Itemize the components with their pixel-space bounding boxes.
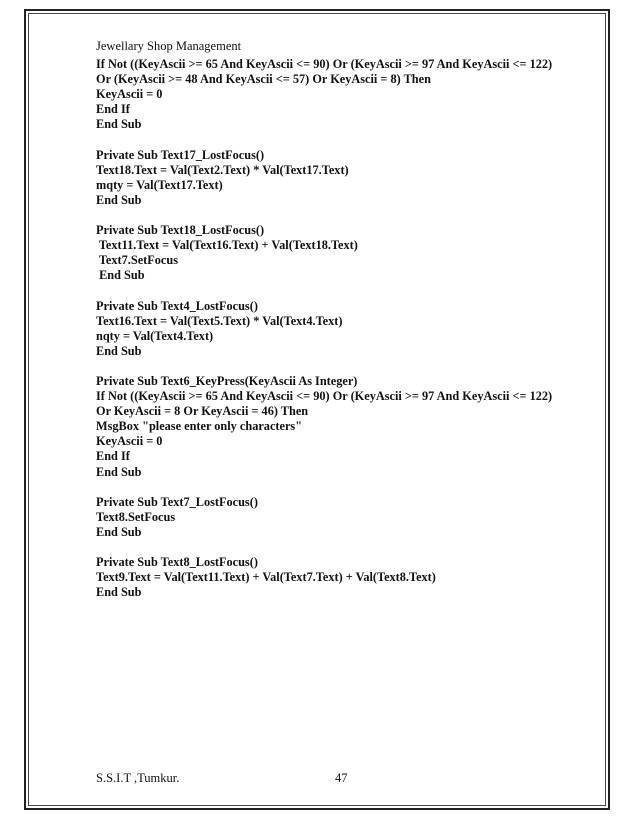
code-line: Private Sub Text8_LostFocus() [96, 555, 258, 570]
code-line: End Sub [96, 192, 142, 207]
code-line: Or (KeyAscii >= 48 And KeyAscii <= 57) Or KeyAscii = 8) Then [96, 72, 431, 87]
code-line [96, 208, 596, 223]
code-line: End Sub [96, 524, 142, 539]
code-line [96, 132, 596, 147]
code-line: Private Sub Text17_LostFocus() [96, 147, 265, 162]
code-line: End Sub [96, 585, 142, 600]
code-line: Private Sub Text7_LostFocus() [96, 494, 258, 509]
code-line: Private Sub Text6_KeyPress(KeyAscii As Integer) [96, 373, 358, 388]
code-line: End Sub [96, 464, 142, 479]
code-line: KeyAscii = 0 [96, 434, 163, 449]
code-line: End Sub [96, 343, 142, 358]
code-line: End Sub [96, 117, 142, 132]
code-line: End If [96, 449, 130, 464]
code-line: If Not ((KeyAscii >= 65 And KeyAscii <= 90) Or (KeyAscii >= 97 And KeyAscii <= 122) [96, 389, 553, 404]
code-line: Text8.SetFocus [96, 509, 176, 524]
code-line: Text9.Text = Val(Text11.Text) + Val(Text7.Text) + Val(Text8.Text) [96, 570, 436, 585]
code-listing [96, 57, 596, 600]
code-line [96, 283, 596, 298]
code-line: KeyAscii = 0 [96, 87, 163, 102]
code-line: End Sub [96, 268, 145, 283]
code-line: End If [96, 102, 130, 117]
code-line: Private Sub Text18_LostFocus() [96, 223, 265, 238]
code-line: mqty = Val(Text17.Text) [96, 177, 223, 192]
code-line: Text18.Text = Val(Text2.Text) * Val(Text17.Text) [96, 162, 349, 177]
code-line [96, 480, 596, 495]
code-line [96, 359, 596, 374]
footer-institution: S.S.I.T ,Tumkur. [96, 771, 180, 785]
code-line: If Not ((KeyAscii >= 65 And KeyAscii <= 90) Or (KeyAscii >= 97 And KeyAscii <= 122) [96, 57, 553, 71]
code-line: MsgBox "please enter only characters" [96, 419, 303, 434]
code-line: Or KeyAscii = 8 Or KeyAscii = 46) Then [96, 404, 309, 419]
page-number: 47 [335, 771, 348, 785]
code-line: Text7.SetFocus [96, 253, 178, 268]
code-line [96, 540, 596, 555]
code-line: Text16.Text = Val(Text5.Text) * Val(Text4.Text) [96, 313, 343, 328]
code-line: nqty = Val(Text4.Text) [96, 328, 214, 343]
code-line: Private Sub Text4_LostFocus() [96, 298, 258, 313]
code-line: Text11.Text = Val(Text16.Text) + Val(Text18.Text) [96, 238, 358, 253]
page-header: Jewellary Shop Management [96, 39, 242, 53]
